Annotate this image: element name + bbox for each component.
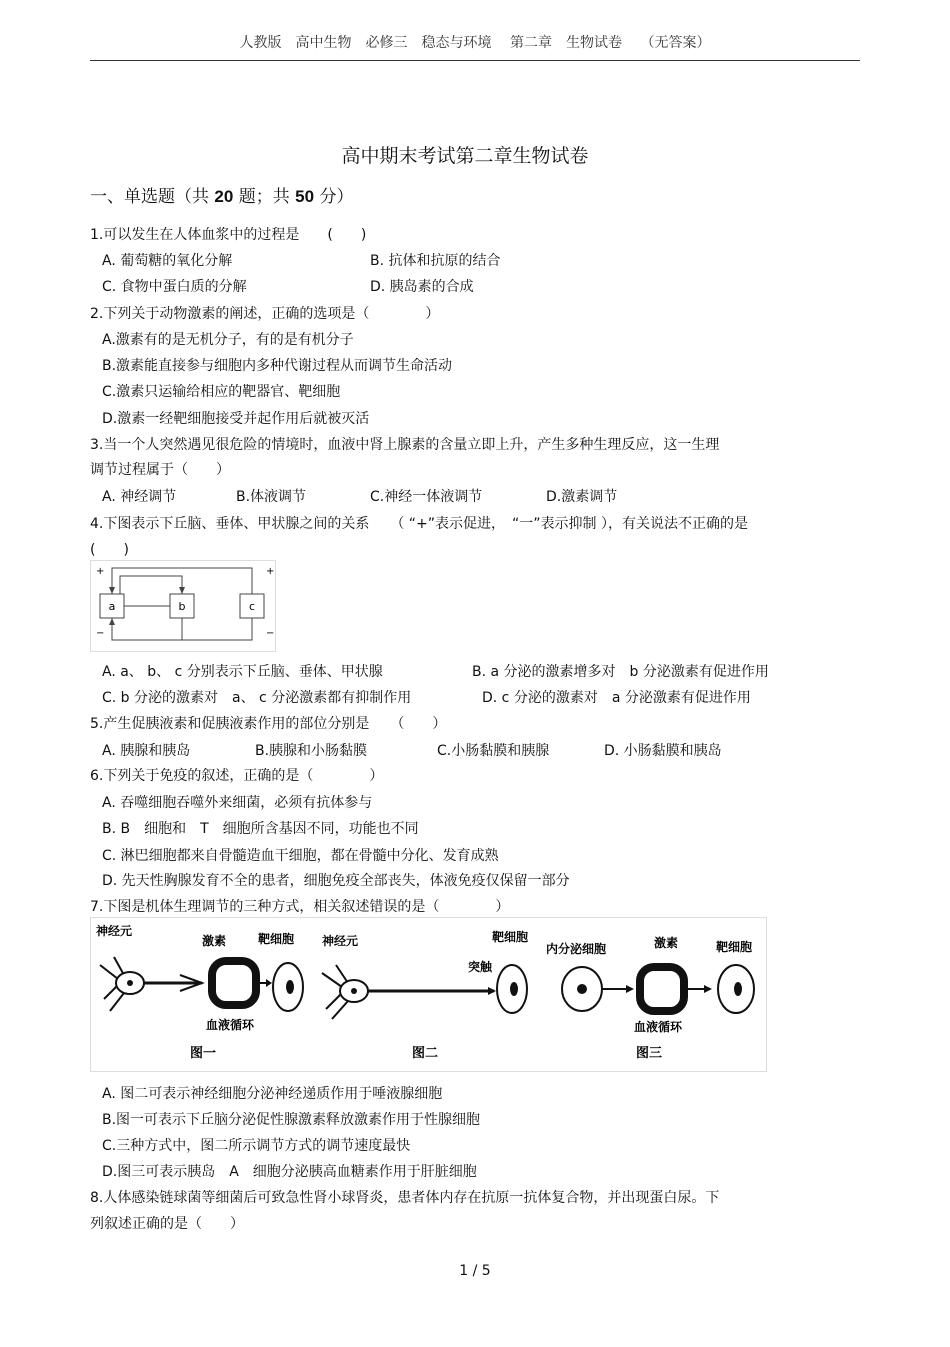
q4-option-a: A. a、 b、 c 分别表示下丘脑、垂体、甲状腺: [102, 664, 383, 680]
q1-option-a: A. 葡萄糖的氧化分解: [102, 253, 233, 269]
q5-option-d: D. 小肠黏膜和胰岛: [604, 743, 722, 759]
q3-stem-line2: 调节过程属于（ ）: [90, 462, 230, 478]
q7-caption-1: 图一: [190, 1046, 217, 1061]
q4-option-b: B. a 分泌的激素增多对 b 分泌激素有促进作用: [472, 664, 769, 680]
total-points: 50: [295, 187, 315, 206]
q7-blood-vessel-3: [640, 967, 684, 1011]
q6-option-a: A. 吞噬细胞吞噬外来细菌，必须有抗体参与: [102, 795, 373, 811]
q7-panel-two: [322, 929, 528, 1061]
q7-neuron-nucleus-2: [351, 988, 357, 994]
q7-option-d: D.图三可表示胰岛 A 细胞分泌胰高血糖素作用于肝脏细胞: [102, 1164, 477, 1180]
q7-endocrine-label: 内分泌细胞: [546, 942, 607, 956]
header-rule: [90, 60, 860, 61]
q7-arrowhead-1: [266, 979, 272, 987]
q7-endocrine-nucleus: [577, 984, 587, 994]
q7-diagram: [90, 917, 767, 1072]
q7-figure: [90, 917, 767, 1072]
q3-option-d: D.激素调节: [546, 489, 618, 505]
q4-arrowhead-a: [109, 587, 115, 594]
q6-stem: 6.下列关于免疫的叙述，正确的是（ ）: [90, 768, 384, 784]
q7-hormone-label-3: 激素: [654, 936, 679, 950]
q7-caption-3: 图三: [636, 1046, 663, 1061]
q4-stem-line1: 4.下图表示下丘脑、垂体、甲状腺之间的关系 （ “+”表示促进， “一”表示抑制 ），有关说法不正确的是: [90, 516, 748, 532]
q5-option-c: C.小肠黏膜和胰腺: [437, 743, 550, 759]
q4-plus-sign-right: +: [266, 566, 275, 577]
q3-stem-line1: 3.当一个人突然遇见很危险的情境时，血液中肾上腺素的含量立即上升，产生多种生理反应，这一生理: [90, 437, 720, 453]
q7-arrowhead-3a: [626, 985, 634, 993]
q4-inner-top-line: [120, 576, 182, 594]
section-mid: 题；共: [238, 187, 290, 207]
q4-arrowhead-b: [179, 587, 185, 594]
q7-option-c: C.三种方式中，图二所示调节方式的调节速度最快: [102, 1138, 411, 1154]
q7-option-b: B.图一可表示下丘脑分泌促性腺激素释放激素作用于性腺细胞: [102, 1112, 481, 1128]
q8-stem-line2: 列叙述正确的是（ ）: [90, 1216, 244, 1232]
q1-option-c: C. 食物中蛋白质的分解: [102, 279, 247, 295]
q1-option-b: B. 抗体和抗原的结合: [370, 253, 501, 269]
section-prefix: 一、单选题（共: [90, 187, 209, 207]
section-suffix: 分）: [319, 187, 354, 207]
q7-blood-vessel-1: [212, 961, 256, 1005]
q7-target-label-2: 靶细胞: [492, 930, 529, 944]
q3-option-c: C.神经一体液调节: [370, 489, 483, 505]
q2-option-b: B.激素能直接参与细胞内多种代谢过程从而调节生命活动: [102, 358, 453, 374]
q7-blood-label-3: 血液循环: [634, 1020, 683, 1034]
question-count: 20: [214, 187, 234, 206]
q7-hormone-label-1: 激素: [202, 934, 227, 948]
q6-option-c: C. 淋巴细胞都来自骨髓造血干细胞，都在骨髓中分化、发育成熟: [102, 848, 499, 864]
q7-target-label-1: 靶细胞: [258, 932, 295, 946]
q7-neuron-nucleus-1: [127, 980, 133, 986]
q7-caption-2: 图二: [412, 1046, 439, 1061]
q7-panel-one: [96, 923, 303, 1061]
q7-target-label-3: 靶细胞: [716, 940, 753, 954]
q6-option-d: D. 先天性胸腺发育不全的患者，细胞免疫全部丧失，体液免疫仅保留一部分: [102, 873, 570, 889]
q7-neuron-label-2: 神经元: [322, 934, 359, 948]
q2-option-c: C.激素只运输给相应的靶器官、靶细胞: [102, 384, 341, 400]
q4-figure: [90, 560, 276, 652]
q2-option-d: D.激素一经靶细胞接受并起作用后就被灭活: [102, 411, 370, 427]
page-header: 人教版 高中生物 必修三 稳态与环境 第二章 生物试卷 （无答案）: [239, 35, 711, 51]
q7-blood-label-1: 血液循环: [206, 1018, 255, 1032]
q5-stem: 5.产生促胰液素和促胰液素作用的部位分别是 （ ）: [90, 716, 447, 732]
q7-stem: 7.下图是机体生理调节的三种方式，相关叙述错误的是（ ）: [90, 899, 510, 915]
q4-label-b: b: [178, 600, 186, 613]
exam-title: 高中期末考试第二章生物试卷: [341, 145, 589, 167]
q7-option-a: A. 图二可表示神经细胞分泌神经递质作用于唾液腺细胞: [102, 1086, 443, 1102]
q7-arrowhead-2: [488, 987, 496, 995]
q3-option-b: B.体液调节: [236, 489, 307, 505]
q4-arrowhead-feedback: [109, 618, 115, 625]
q4-label-c: c: [248, 600, 256, 613]
q1-option-d: D. 胰岛素的合成: [370, 279, 474, 295]
q5-option-a: A. 胰腺和胰岛: [102, 743, 191, 759]
q5-option-b: B.胰腺和小肠黏膜: [255, 743, 368, 759]
section-heading: [90, 182, 353, 207]
q4-option-c: C. b 分泌的激素对 a、 c 分泌激素都有抑制作用: [102, 690, 412, 706]
q7-synapse-label: 突触: [468, 960, 493, 974]
q7-target-nucleus-1: [286, 980, 294, 994]
q7-target-nucleus-3: [734, 982, 742, 996]
q4-minus-sign-right: −: [266, 628, 275, 639]
q4-label-a: a: [108, 600, 116, 613]
page-number: 1 / 5: [459, 1263, 491, 1279]
q4-stem-line2: ( ): [90, 542, 129, 558]
q2-option-a: A.激素有的是无机分子，有的是有机分子: [102, 332, 354, 348]
q6-option-b: B. B 细胞和 T 细胞所含基因不同，功能也不同: [102, 821, 419, 837]
q7-neuron-label-1: 神经元: [96, 924, 133, 938]
q2-stem: 2.下列关于动物激素的阐述，正确的选项是（ ）: [90, 306, 440, 322]
q1-stem: 1.可以发生在人体血浆中的过程是 ( ): [90, 227, 367, 243]
q8-stem-line1: 8.人体感染链球菌等细菌后可致急性肾小球肾炎，患者体内存在抗原一抗体复合物，并出现蛋白尿。下: [90, 1190, 720, 1206]
q7-panel-three: [546, 935, 754, 1061]
q4-plus-sign: +: [96, 566, 105, 577]
q4-diagram: [90, 560, 276, 652]
q4-minus-sign: −: [96, 628, 105, 639]
q3-option-a: A. 神经调节: [102, 489, 177, 505]
q4-option-d: D. c 分泌的激素对 a 分泌激素有促进作用: [482, 690, 751, 706]
q7-arrowhead-3b: [704, 985, 712, 993]
q7-target-nucleus-2: [510, 982, 518, 996]
